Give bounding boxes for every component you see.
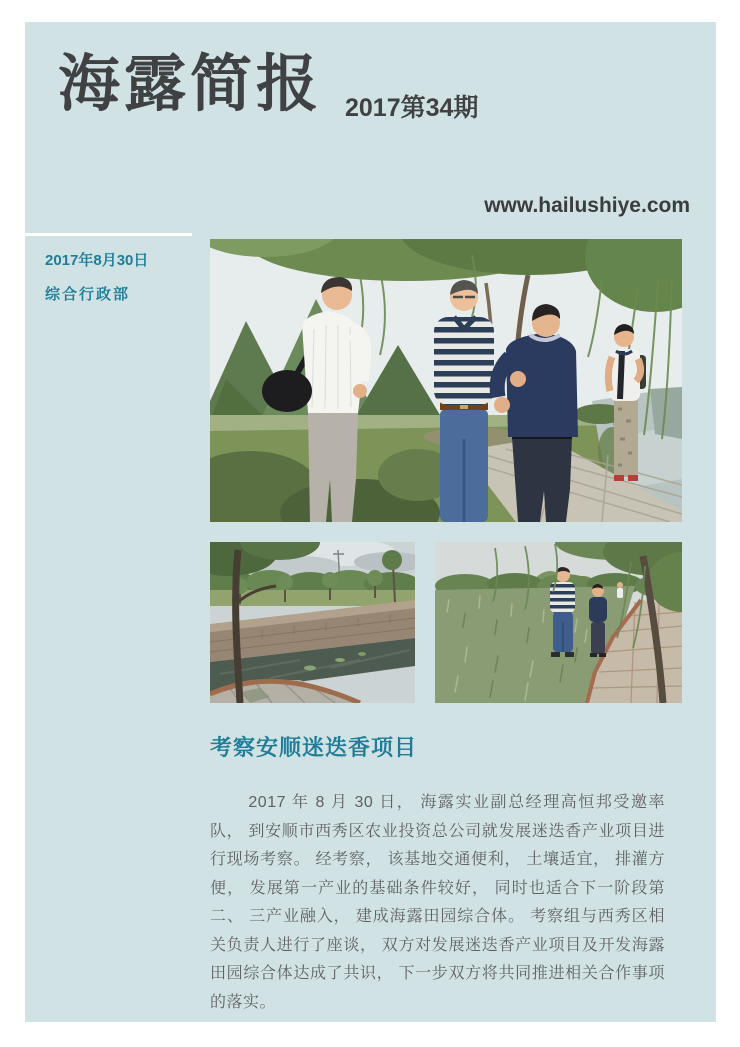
- publish-date: 2017年8月30日: [45, 252, 149, 269]
- newsletter-panel: [25, 22, 716, 1022]
- photo-rosemary-field-path: [435, 542, 682, 703]
- sidebar-separator: [25, 233, 192, 236]
- photo-stone-canal: [210, 542, 415, 703]
- issue-number: 2017第34期: [345, 94, 479, 122]
- website-url: www.hailushiye.com: [484, 194, 690, 217]
- photo-field-visit-conversation: [210, 239, 682, 522]
- department-name: 综合行政部: [45, 286, 131, 303]
- article-heading: 考察安顺迷迭香项目: [210, 735, 418, 760]
- article-body: 2017 年 8 月 30 日， 海露实业副总经理高恒邦受邀率队， 到安顺市西秀区农业投资总公司就发展迷迭香产业项目进行现场考察。 经考察， 该基地交通便利， 土壤适宜， 排灌方便， 发展第一产业的基础条件较好， 同时也适合下一阶段第二、 三产业融入， 建成海露田园综合体。 考察组与西秀区相关负责人进行了座谈， 双方对发展迷迭香产业项目及开发海露田园综合体达成了共识， 下一步双方将共同推进相关合作事项的落实。: [210, 794, 665, 1011]
- sidebar: [45, 249, 205, 319]
- newsletter-title: 海露简报: [58, 50, 323, 119]
